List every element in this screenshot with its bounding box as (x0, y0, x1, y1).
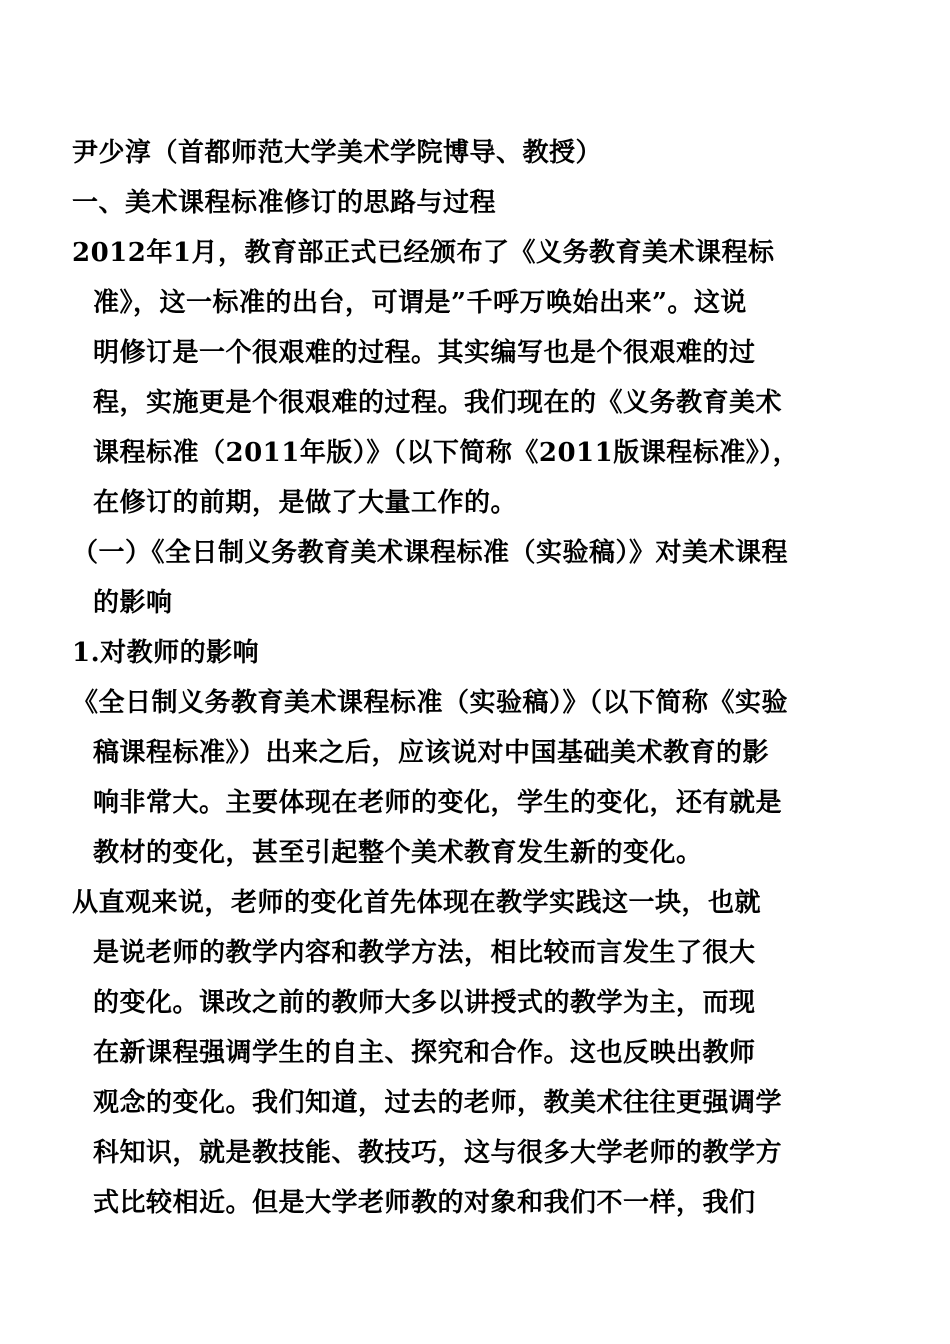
paragraph-line: 响非常大。主要体现在老师的变化，学生的变化，还有就是 (93, 788, 783, 818)
paragraph-line: 程，实施更是个很艰难的过程。我们现在的《义务教育美术 (93, 388, 783, 418)
paragraph-line: 式比较相近。但是大学老师教的对象和我们不一样，我们 (93, 1188, 756, 1218)
paragraph-line: 2012年1月，教育部正式已经颁布了《义务教育美术课程标 (72, 238, 775, 268)
paragraph-line: 课程标准（2011年版）》（以下简称《2011版课程标准》）， (93, 438, 800, 468)
document-page (72, 128, 812, 1228)
paragraph-line: 是说老师的教学内容和教学方法，相比较而言发生了很大 (93, 938, 756, 968)
paragraph-line: 的变化。课改之前的教师大多以讲授式的教学为主，而现 (93, 988, 756, 1018)
paragraph-line: 明修订是一个很艰难的过程。其实编写也是个很艰难的过 (93, 338, 756, 368)
numbered-heading: 1.对教师的影响 (72, 638, 260, 668)
paragraph-line: 稿课程标准》）出来之后，应该说对中国基础美术教育的影 (93, 738, 770, 768)
paragraph-line: 在修订的前期，是做了大量工作的。 (93, 488, 518, 518)
paragraph-line: 从直观来说，老师的变化首先体现在教学实践这一块，也就 (72, 888, 762, 918)
paragraph-line: 准》，这一标准的出台，可谓是”千呼万唤始出来”。这说 (93, 288, 747, 318)
subsection-heading: （一）《全日制义务教育美术课程标准（实验稿）》对美术课程 (72, 538, 789, 568)
paragraph-line: 在新课程强调学生的自主、探究和合作。这也反映出教师 (93, 1038, 756, 1068)
paragraph-line: 教材的变化，甚至引起整个美术教育发生新的变化。 (93, 838, 703, 868)
paragraph-line: 观念的变化。我们知道，过去的老师，教美术往往更强调学 (93, 1088, 783, 1118)
paragraph-line: 科知识，就是教技能、教技巧，这与很多大学老师的教学方 (93, 1138, 783, 1168)
subsection-heading-cont: 的影响 (93, 588, 173, 618)
section-heading: 一、美术课程标准修订的思路与过程 (72, 188, 497, 218)
author-line: 尹少淳（首都师范大学美术学院博导、教授） (72, 138, 603, 168)
paragraph-line: 《全日制义务教育美术课程标准（实验稿）》（以下简称《实验 (72, 688, 789, 718)
